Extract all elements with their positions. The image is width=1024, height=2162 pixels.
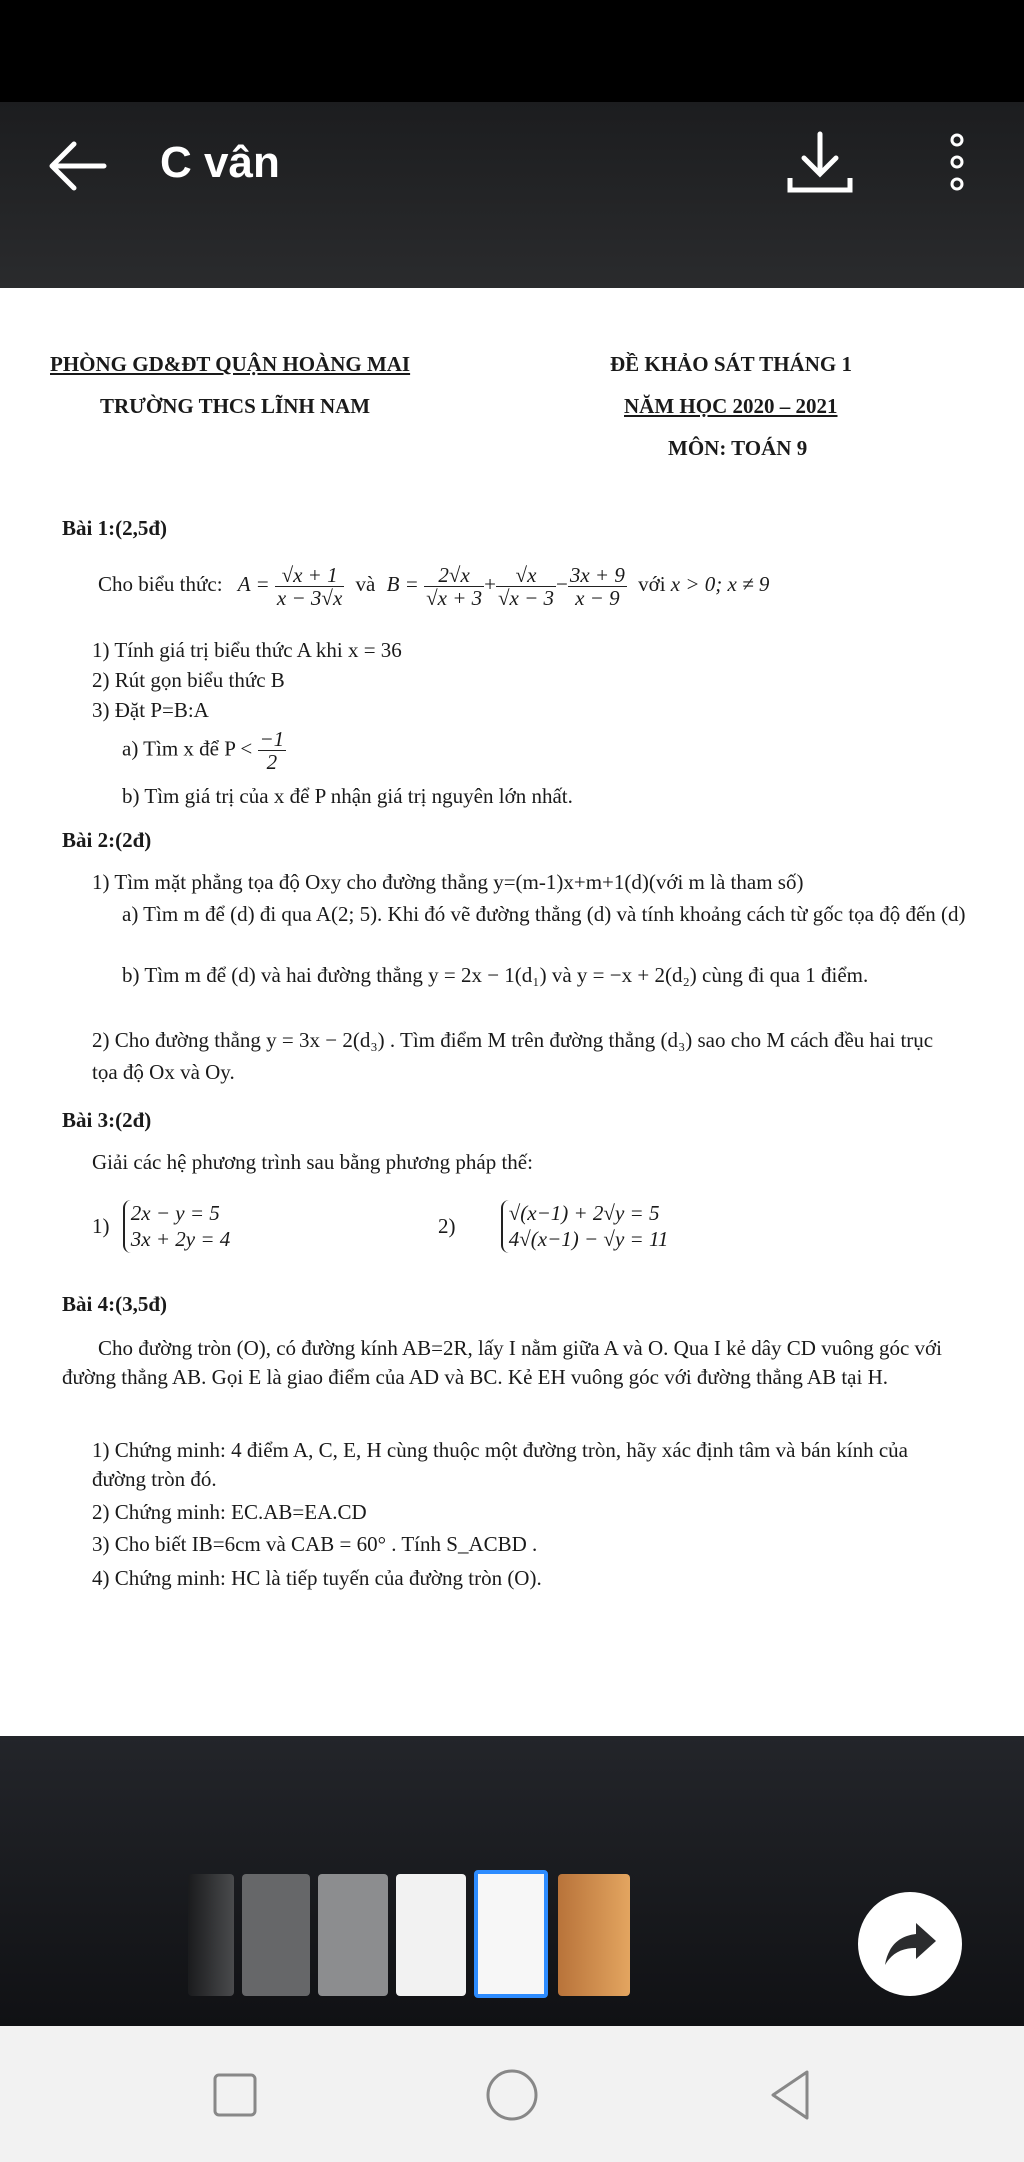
bai4-q3: 3) Cho biết IB=6cm và CAB = 60° . Tính S_ACBD . [92, 1532, 538, 1556]
exam-title: ĐỀ KHẢO SÁT THÁNG 1 [610, 352, 852, 376]
school-heading: TRƯỜNG THCS LĨNH NAM [100, 394, 371, 418]
nav-back-button[interactable] [755, 2060, 825, 2130]
system-1-eq1: 2x − y = 5 [130, 1201, 220, 1225]
department-heading: PHÒNG GD&ĐT QUẬN HOÀNG MAI [50, 352, 411, 376]
system-2-label: 2) [438, 1213, 456, 1238]
thumbnail-2[interactable] [242, 1874, 310, 1996]
bai3-title: Bài 3:(2đ) [62, 1108, 152, 1132]
triangle-back-icon [755, 2060, 825, 2130]
document-title: C vân [160, 138, 280, 187]
bai4-intro: Cho đường tròn (O), có đường kính AB=2R, lấy I nằm giữa A và O. Qua I kẻ dây CD vuông góc với đường thẳng AB. Gọi E là giao điểm của AD và BC. Kẻ EH vuông góc với đường thẳng AB tại H. [62, 1336, 942, 1389]
and-word: và [355, 572, 376, 596]
b-fraction-1 [424, 564, 484, 609]
thumbnail-5-selected[interactable] [474, 1870, 548, 1998]
bai1-q3: 3) Đặt P=B:A [92, 698, 209, 722]
bai1-q3a [122, 728, 286, 773]
condition-prefix: với [638, 572, 666, 596]
bai2-title: Bài 2:(2đ) [62, 828, 152, 852]
system-1 [92, 1200, 230, 1253]
download-button[interactable] [780, 128, 860, 200]
document-page [0, 288, 1024, 1736]
back-button[interactable] [44, 134, 114, 198]
bai2-q1a: a) Tìm m để (d) đi qua A(2; 5). Khi đó vẽ đường thẳng (d) và tính khoảng cách từ gốc tọa độ đến (d) [122, 902, 966, 926]
recent-apps-button[interactable] [200, 2060, 270, 2130]
b-f2-denominator: √x − 3 [497, 585, 554, 610]
share-button[interactable] [858, 1892, 962, 1996]
system-1-label: 1) [92, 1213, 110, 1238]
thumbnail-4[interactable] [396, 1874, 466, 1996]
bai2-q1: 1) Tìm mặt phẳng tọa độ Oxy cho đường thẳng y=(m-1)x+m+1(d)(với m là tham số) [92, 870, 804, 894]
a-lhs: A = [237, 572, 270, 596]
home-button[interactable] [477, 2060, 547, 2130]
system-1-eq2: 3x + 2y = 4 [130, 1227, 231, 1252]
share-arrow-icon [882, 1919, 938, 1969]
b-lhs: B = [386, 572, 419, 596]
download-icon [780, 128, 860, 200]
thumbnail-6[interactable] [558, 1874, 630, 1996]
b-fraction-2 [496, 564, 556, 609]
bai1-q3a-text: a) Tìm x để P < [122, 736, 253, 761]
subject: MÔN: TOÁN 9 [668, 436, 808, 460]
arrow-left-icon [44, 134, 114, 198]
bai4-q2: 2) Chứng minh: EC.AB=EA.CD [92, 1500, 367, 1524]
system-2 [438, 1200, 668, 1253]
bai4-q4: 4) Chứng minh: HC là tiếp tuyến của đường tròn (O). [92, 1566, 542, 1590]
bai4-q1: 1) Chứng minh: 4 điểm A, C, E, H cùng thuộc một đường tròn, hãy xác định tâm và bán kính của đường tròn đó. [92, 1438, 908, 1491]
b-f1-denominator: √x + 3 [426, 585, 483, 610]
more-vertical-icon [932, 128, 982, 200]
a-fraction [275, 564, 344, 609]
b-f2-numerator: √x [496, 564, 556, 587]
bai1-q2: 2) Rút gọn biểu thức B [92, 668, 285, 692]
status-bar [0, 0, 1024, 102]
bai2-q2: 2) Cho đường thẳng y = 3x − 2(d₃) . Tìm điểm M trên đường thẳng (d₃) sao cho M cách đều hai trục tọa độ Ox và Oy. [92, 1028, 934, 1084]
bai4-title: Bài 4:(3,5đ) [62, 1292, 167, 1316]
more-options-button[interactable] [932, 128, 982, 200]
top-app-bar [0, 102, 1024, 288]
bai3-intro: Giải các hệ phương trình sau bằng phương pháp thế: [92, 1150, 533, 1174]
school-year: NĂM HỌC 2020 – 2021 [624, 394, 838, 418]
q3a-numerator: −1 [259, 727, 285, 751]
q3a-denominator: 2 [266, 750, 278, 775]
bai1-q3b: b) Tìm giá trị của x để P nhận giá trị nguyên lớn nhất. [122, 784, 573, 808]
system-2-eq1: √(x−1) + 2√y = 5 [508, 1201, 660, 1225]
thumbnail-1[interactable] [188, 1874, 234, 1996]
b-f3-denominator: x − 9 [575, 585, 620, 610]
system-2-equations [501, 1200, 669, 1253]
bai1-title: Bài 1:(2,5đ) [62, 516, 167, 540]
q3a-fraction [258, 728, 287, 773]
thumbnail-3[interactable] [318, 1874, 388, 1996]
b-fraction-3 [568, 564, 627, 609]
bai1-expression: Cho biểu thức: A = $\frac{√x + 1}{x - 3√x}$ và B = $\frac{2√x}{√x + 3}$ + $\frac{√x}{√x - 3}$ − $\frac{3x + 9}{x - 9}$ với x > 0; x ≠ 9 [98, 562, 770, 610]
b-f1-numerator: 2√x [424, 564, 484, 587]
system-1-equations [123, 1200, 230, 1253]
b-f3-numerator: 3x + 9 [569, 562, 625, 587]
circle-icon [477, 2060, 547, 2130]
a-denominator: x − 3√x [276, 585, 343, 610]
system-2-eq2: 4√(x−1) − √y = 11 [508, 1227, 669, 1252]
bai2-q1b: b) Tìm m để (d) và hai đường thẳng y = 2x − 1(d₁) và y = −x + 2(d₂) cùng đi qua 1 điểm. [122, 963, 869, 987]
bai1-intro: Cho biểu thức: [98, 572, 223, 596]
condition: x > 0; x ≠ 9 [670, 572, 770, 596]
a-numerator: √x + 1 [275, 564, 344, 587]
square-icon [200, 2060, 270, 2130]
bai1-q1: 1) Tính giá trị biểu thức A khi x = 36 [92, 638, 402, 662]
